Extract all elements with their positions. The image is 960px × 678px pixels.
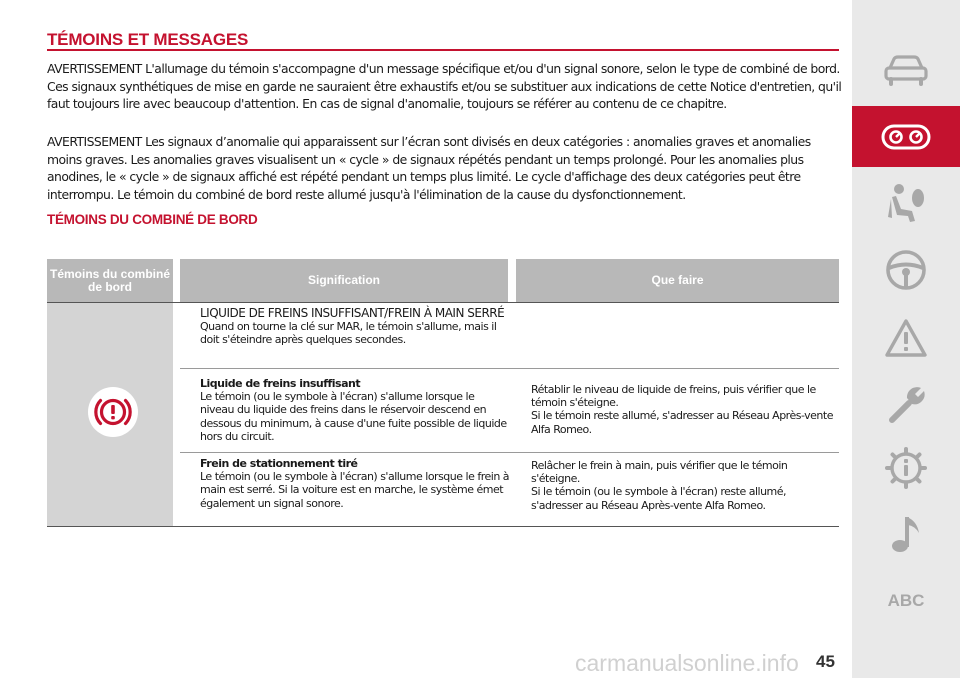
index-label: ABC xyxy=(887,591,925,610)
signification-text: Quand on tourne la clé sur MAR, le témoin s'allume, mais il doit s'éteindre après quelques secondes. xyxy=(200,320,497,347)
que-faire-text: Relâcher le frein à main, puis vérifier que le témoin s'éteigne. Si le témoin (ou le symbole à l'écran) reste allumé, s'adresser au Réseau Après-vente Alfa Romeo. xyxy=(531,459,788,512)
sidebar-item-dashboard[interactable] xyxy=(852,106,960,167)
steering-wheel-icon xyxy=(885,249,927,291)
warning-paragraph-1: AVERTISSEMENT L'allumage du témoin s'accompagne d'un message spécifique et/ou d'un signal sonore, selon le type de combiné de bord. Ces signaux synthétiques de mise en garde ne sauraient être exhaustifs et/ou se substituer aux indications de cette Notice d'entretien, qu'il faut toujours lire avec beaucoup d'attention. En cas de signal d'anomalie, toujours se référer au contenu de ce chapitre. xyxy=(47,61,842,112)
row-divider xyxy=(180,452,839,453)
table-row xyxy=(200,307,510,347)
sidebar-item-technical[interactable] xyxy=(852,438,960,498)
brake-warning-icon xyxy=(87,386,139,438)
sidebar-item-steering[interactable] xyxy=(852,240,960,300)
sidebar-item-multimedia[interactable] xyxy=(852,504,960,564)
sidebar-item-car[interactable] xyxy=(852,40,960,100)
warning-paragraph-2: AVERTISSEMENT Les signaux d’anomalie qui apparaissent sur l’écran sont divisés en deux catégories : anomalies graves et anomalies moins graves. Les anomalies graves visualisent un « cycle » de signaux répétés pendant un temps prolongé. Pour les anomalies plus anodines, le « cycle » de signaux affiché est répété pendant un temps plus limité. Le cycle d'affichage des deux catégories peut être interrompu. Le témoin du combiné de bord reste allumé jusqu'à l'élimination de la cause du dysfonctionnement. xyxy=(47,134,811,202)
table-header-signification: Signification xyxy=(180,259,508,302)
wrench-icon xyxy=(885,383,927,425)
signification-text: Le témoin (ou le symbole à l'écran) s'allume lorsque le niveau du liquide des freins dans le réservoir descend en dessous du minimum, à cause d'une fuite possible de liquide hors du circuit. xyxy=(200,390,507,443)
table-bottom-rule xyxy=(47,526,839,527)
info-gear-icon xyxy=(884,446,928,490)
title-underline xyxy=(47,49,839,51)
signification-text: Le témoin (ou le symbole à l'écran) s'allume lorsque le frein à main est serré. Si la voiture est en marche, le système émet également un signal sonore. xyxy=(200,470,510,510)
music-note-icon xyxy=(889,513,923,555)
warning-triangle-icon xyxy=(884,318,928,358)
table-header-temoins: Témoins du combiné de bord xyxy=(47,259,173,302)
signification-heading: Frein de stationnement tiré xyxy=(200,457,358,470)
car-icon xyxy=(883,53,929,87)
sidebar-item-maintenance[interactable] xyxy=(852,374,960,434)
page-title: TÉMOINS ET MESSAGES xyxy=(47,30,249,49)
row-divider xyxy=(180,368,839,369)
chapter-sidebar xyxy=(852,0,960,678)
table-row xyxy=(200,377,510,443)
que-faire-text: Rétablir le niveau de liquide de freins, puis vérifier que le témoin s'éteigne. Si le témoin reste allumé, s'adresser au Réseau Après-vente Alfa Romeo. xyxy=(531,383,833,436)
table-header-que-faire: Que faire xyxy=(516,259,839,302)
section-subtitle: TÉMOINS DU COMBINÉ DE BORD xyxy=(47,212,258,227)
watermark: carmanualsonline.info xyxy=(575,650,799,676)
table-row xyxy=(200,457,510,510)
seat-airbag-icon xyxy=(884,181,928,225)
sidebar-item-warnings[interactable] xyxy=(852,308,960,368)
sidebar-item-safety[interactable] xyxy=(852,172,960,234)
sidebar-item-index[interactable] xyxy=(852,586,960,616)
page-number: 45 xyxy=(816,652,835,671)
signification-heading: LIQUIDE DE FREINS INSUFFISANT/FREIN À MAIN SERRÉ xyxy=(200,306,505,320)
signification-heading: Liquide de freins insuffisant xyxy=(200,377,361,390)
dashboard-icon xyxy=(881,124,931,150)
